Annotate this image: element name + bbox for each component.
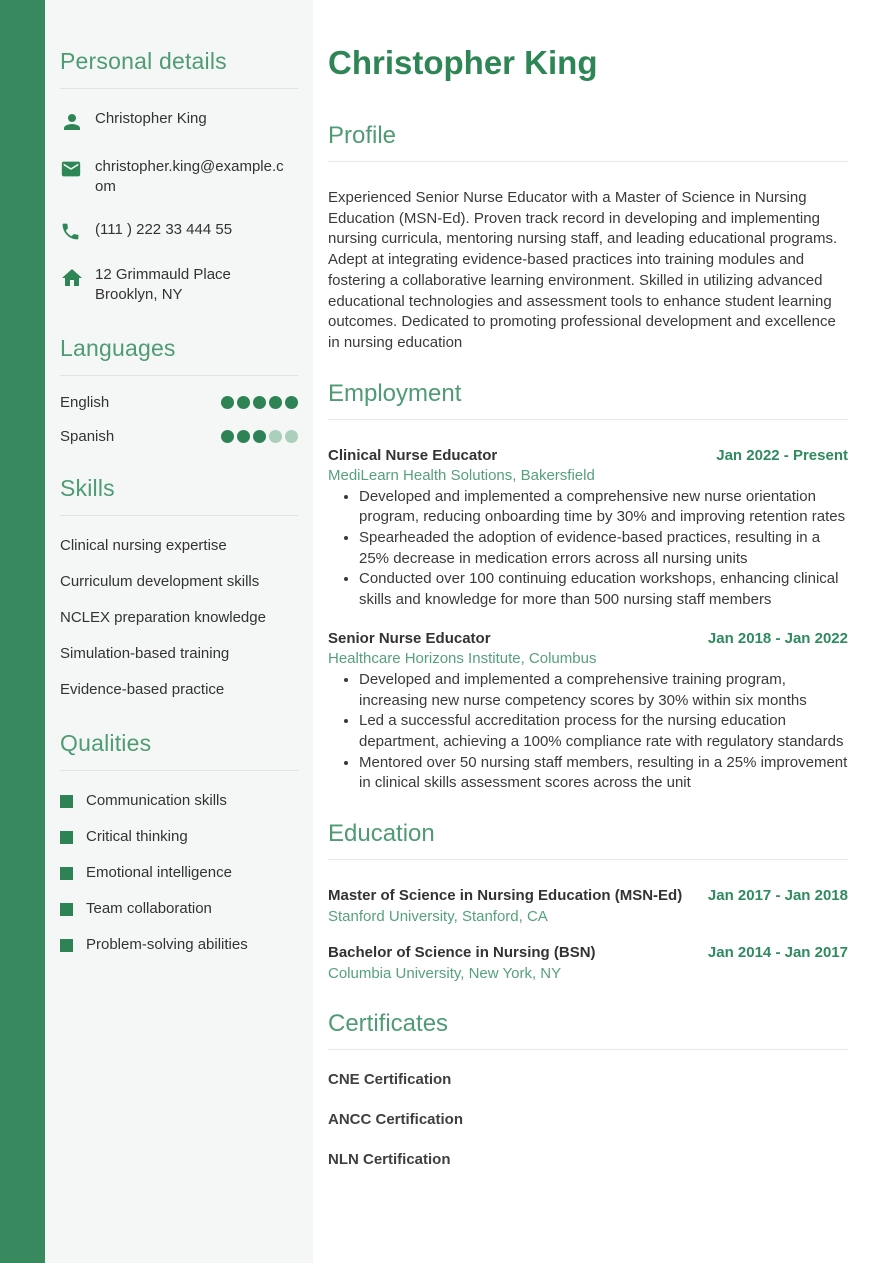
sidebar: [45, 0, 313, 1263]
job-header: [328, 629, 848, 650]
degree-title: Master of Science in Nursing Education (MSN-Ed): [328, 887, 683, 905]
job-bullet: • Conducted over 100 continuing education workshops, enhancing clinical skills and knowledge for more than 500 nursing staff members: [359, 569, 848, 610]
level-dot-filled: [253, 430, 266, 443]
education-heading: Education: [328, 820, 435, 848]
job-bullet: • Developed and implemented a comprehensive new nurse orientation program, reducing onboarding time by 30% and improving retention rates: [359, 487, 848, 528]
degree-dates: Jan 2014 - Jan 2017: [707, 944, 848, 962]
person-icon: [60, 109, 95, 134]
job-bullet: • Mentored over 50 nursing staff members, resulting in a 25% improvement in clinical skills assessment scores across the unit: [359, 753, 848, 794]
home-icon: [60, 265, 95, 305]
level-dot-filled: [237, 430, 250, 443]
language-name: Spanish: [60, 428, 115, 445]
level-dot-filled: [269, 396, 282, 409]
contact-name-text: Christopher King: [95, 110, 207, 127]
personal-details-section: [60, 48, 298, 305]
skill-item: Curriculum development skills: [60, 573, 260, 590]
divider: [328, 859, 848, 860]
divider: [60, 770, 298, 771]
profile-section: [328, 122, 848, 354]
skill-item: Clinical nursing expertise: [60, 537, 227, 554]
level-dot-empty: [285, 430, 298, 443]
job-entry: [328, 446, 848, 611]
contact-list: [60, 109, 298, 305]
job-company: Healthcare Horizons Institute, Columbus: [328, 650, 597, 668]
certificates-section: [328, 1010, 848, 1170]
job-dates: Jan 2022 - Present: [716, 446, 848, 464]
profile-heading: Profile: [328, 122, 397, 149]
contact-row-address: [60, 265, 298, 305]
divider: [60, 375, 298, 376]
contact-address-line2: Brooklyn, NY: [95, 286, 183, 303]
employment-heading: Employment: [328, 379, 462, 407]
level-dot-filled: [253, 396, 266, 409]
quality-item: [60, 899, 298, 919]
candidate-name: Christopher King: [328, 44, 598, 81]
square-bullet-icon: [60, 903, 73, 916]
contact-row-email: [60, 157, 298, 197]
divider: [60, 88, 298, 89]
degree-school: Stanford University, Stanford, CA: [328, 907, 548, 925]
square-bullet-icon: [60, 831, 73, 844]
quality-item: [60, 863, 298, 883]
square-bullet-icon: [60, 795, 73, 808]
degree-header: [328, 886, 848, 907]
quality-label: Emotional intelligence: [86, 864, 232, 881]
languages-list: [60, 394, 298, 445]
contact-email-text: christopher.king@example.com: [95, 158, 284, 195]
certificate-item: NLN Certification: [328, 1151, 451, 1169]
education-section: [328, 820, 848, 984]
level-dot-filled: [237, 396, 250, 409]
language-level-dots: [221, 396, 298, 409]
quality-label: Team collaboration: [86, 900, 212, 917]
quality-label: Problem-solving abilities: [86, 936, 248, 953]
skill-item: NCLEX preparation knowledge: [60, 609, 266, 626]
job-bullet: • Led a successful accreditation process for the nursing education department, achieving a 100% compliance rate with regulatory standards: [359, 711, 848, 752]
left-accent-bar: [0, 0, 45, 1263]
job-company: MediLearn Health Solutions, Bakersfield: [328, 467, 595, 485]
job-bullet-list: [328, 670, 848, 794]
qualities-heading: Qualities: [60, 730, 152, 756]
divider: [60, 515, 298, 516]
level-dot-filled: [285, 396, 298, 409]
square-bullet-icon: [60, 939, 73, 952]
profile-text: Experienced Senior Nurse Educator with a Master of Science in Nursing Education (MSN-Ed). Proven track record in developing and implementing nursing curricula, mentoring nursing staff, and leading educational programs. Adept at integrating evidence-based practices into training modules and fostering a collaborative learning environment. Skilled in utilizing advanced educational technologies and assessment tools to enhance student learning outcomes. Dedicated to promoting professional development and excellence in nursing education: [328, 189, 838, 351]
square-bullet-icon: [60, 867, 73, 880]
level-dot-filled: [221, 396, 234, 409]
skill-item: Evidence-based practice: [60, 681, 225, 698]
degree-entry: [328, 886, 848, 927]
certificate-item: ANCC Certification: [328, 1111, 464, 1129]
degree-school: Columbia University, New York, NY: [328, 964, 562, 982]
job-bullet-list: [328, 487, 848, 611]
job-bullet: • Developed and implemented a comprehensive training program, increasing new nurse competency scores by 30% within six months: [359, 670, 848, 711]
personal-details-heading: Personal details: [60, 48, 227, 74]
degree-title: Bachelor of Science in Nursing (BSN): [328, 944, 596, 962]
degree-header: [328, 943, 848, 964]
qualities-section: [60, 730, 298, 955]
skills-heading: Skills: [60, 475, 115, 501]
languages-section: [60, 335, 298, 445]
skill-item: Simulation-based training: [60, 645, 230, 662]
main-content: [313, 0, 893, 1263]
language-row: [60, 428, 298, 445]
language-level-dots: [221, 430, 298, 443]
contact-phone-text: (111 ) 222 33 444 55: [95, 221, 233, 238]
job-entry: [328, 629, 848, 794]
degree-dates: Jan 2017 - Jan 2018: [707, 887, 848, 905]
certificates-heading: Certificates: [328, 1010, 449, 1038]
degree-entry: [328, 943, 848, 984]
divider: [328, 1049, 848, 1050]
language-row: [60, 394, 298, 411]
certificate-item: CNE Certification: [328, 1071, 452, 1089]
job-header: [328, 446, 848, 467]
quality-label: Communication skills: [86, 792, 227, 809]
languages-heading: Languages: [60, 335, 176, 361]
qualities-list: [60, 791, 298, 955]
language-name: English: [60, 394, 110, 411]
email-icon: [60, 157, 95, 197]
level-dot-filled: [221, 430, 234, 443]
quality-item: [60, 827, 298, 847]
divider: [328, 419, 848, 420]
divider: [328, 161, 848, 162]
job-dates: Jan 2018 - Jan 2022: [707, 629, 848, 647]
job-title: Senior Nurse Educator: [328, 629, 491, 647]
employment-section: [328, 380, 848, 794]
phone-icon: [60, 220, 95, 242]
contact-row-name: [60, 109, 298, 134]
quality-item: [60, 791, 298, 811]
skills-list: [60, 536, 298, 700]
job-bullet: • Spearheaded the adoption of evidence-based practices, resulting in a 25% decrease in medication errors across all nursing units: [359, 528, 848, 569]
level-dot-empty: [269, 430, 282, 443]
quality-item: [60, 935, 298, 955]
quality-label: Critical thinking: [86, 828, 188, 845]
contact-address-line1: 12 Grimmauld Place: [95, 266, 231, 283]
contact-row-phone: [60, 220, 298, 242]
skills-section: [60, 475, 298, 700]
job-title: Clinical Nurse Educator: [328, 446, 498, 464]
